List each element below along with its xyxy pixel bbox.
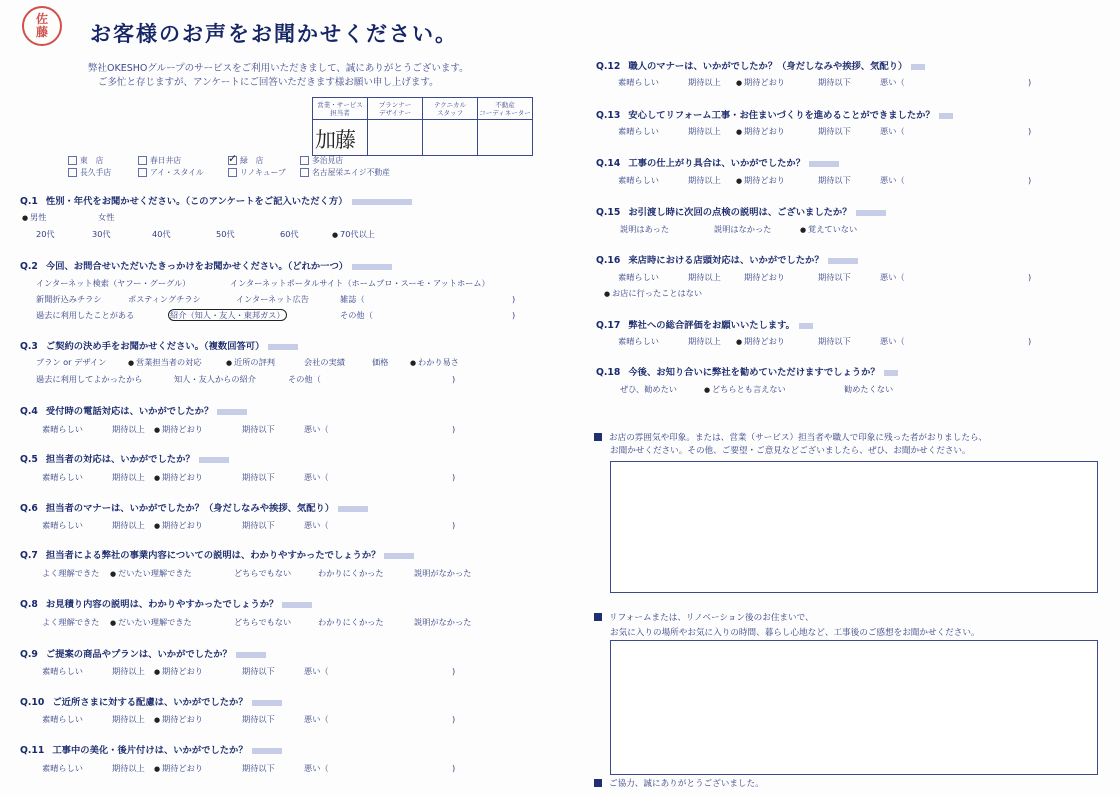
q6-option-selected[interactable] — [154, 520, 203, 531]
store-option[interactable]: リノキューブ — [228, 167, 286, 178]
paren-close: ) — [1028, 126, 1032, 136]
option-label: 悪い（ — [880, 77, 905, 87]
selected-mark: ● — [154, 474, 161, 482]
q9-option[interactable] — [104, 666, 145, 677]
q12-option-selected[interactable] — [736, 77, 785, 88]
option-label: 期待どおり — [162, 472, 203, 482]
option-label: 素晴らしい — [42, 714, 83, 724]
q3-option-selected[interactable]: ● 近所の評判 — [226, 357, 275, 367]
handwritten-name: 加藤 — [315, 128, 355, 152]
q7-option[interactable] — [406, 568, 471, 579]
question-q17: Q.17 弊社への総合評価をお願いいたします。 — [596, 317, 813, 331]
q1-age-selected[interactable]: ● 70代以上 — [332, 229, 375, 239]
option-label: 期待以上 — [112, 520, 145, 530]
page-title: お客様のお声をお聞かせください。 — [90, 22, 458, 46]
option-label: 悪い（ — [304, 424, 329, 434]
q10-option[interactable] — [104, 714, 145, 725]
paren-close: ) — [1028, 175, 1032, 185]
option-label: 期待以下 — [242, 714, 275, 724]
q9-option[interactable] — [234, 666, 275, 677]
q11-option[interactable] — [104, 763, 145, 774]
paren-close: ) — [452, 763, 456, 773]
option-label: 期待どおり — [162, 714, 203, 724]
question-q16: Q.16 来店時における店頭対応は、いかがでしたか？ — [596, 252, 858, 266]
option-label: 悪い（ — [880, 175, 905, 185]
option-label: 期待どおり — [744, 272, 785, 282]
q1-age[interactable]: 50代 — [216, 229, 235, 239]
option-label: よく理解できた — [42, 568, 100, 578]
q2-option[interactable]: ポスティングチラシ — [128, 294, 201, 304]
q1-age[interactable]: 20代 — [36, 229, 55, 239]
option-label: 期待以下 — [818, 77, 851, 87]
q16-no-visit-option[interactable]: ● お店に行ったことはない — [604, 288, 703, 298]
option-label: 説明がなかった — [414, 617, 472, 627]
checkbox[interactable] — [68, 168, 77, 177]
checkbox[interactable] — [138, 156, 147, 165]
q17-option[interactable] — [872, 336, 905, 347]
option-label: わかりにくかった — [318, 568, 384, 578]
q13-option[interactable] — [610, 126, 659, 137]
q1-age[interactable]: 40代 — [152, 229, 171, 239]
free-comment-1-box[interactable] — [610, 461, 1098, 593]
option-label: 期待以上 — [112, 714, 145, 724]
paren-close: ) — [452, 520, 456, 530]
q4-option[interactable] — [296, 424, 329, 435]
q13-option-selected[interactable] — [736, 126, 785, 137]
paren-close: ) — [452, 472, 456, 482]
question-q10: Q.10 ご近所さまに対する配慮は、いかがでしたか？ — [20, 694, 282, 708]
option-label: 説明がなかった — [414, 568, 472, 578]
free-comment-1-line-1: お店の雰囲気や印象。または、営業（サービス）担当者や職人で印象に残った者がおりましたら、 — [594, 431, 987, 443]
checkbox-checked[interactable] — [228, 156, 237, 165]
option-label: よく理解できた — [42, 617, 100, 627]
selected-mark: ● — [154, 426, 161, 434]
option-label: だいたい理解できた — [118, 617, 192, 627]
intro-line-2: ご多忙と存じますが、アンケートにご回答いただきます様お願い申し上げます。 — [98, 77, 439, 88]
q12-option[interactable] — [810, 77, 851, 88]
option-label: 素晴らしい — [618, 77, 659, 87]
q10-option[interactable] — [34, 714, 83, 725]
q7-option[interactable] — [226, 568, 291, 579]
question-q14: Q.14 工事の仕上がり具合は、いかがでしたか？ — [596, 155, 839, 169]
option-label: 期待どおり — [162, 424, 203, 434]
q18-option[interactable]: 勧めたくない — [844, 384, 894, 394]
selected-mark: ● — [110, 619, 117, 627]
store-option[interactable]: 名古屋栄エイジ不動産 — [300, 167, 390, 178]
q2-option[interactable]: 新聞折込みチラシ — [36, 294, 102, 304]
q13-option[interactable] — [810, 126, 851, 137]
q1-gender-female[interactable]: 女性 — [98, 212, 115, 222]
option-label: どちらでもない — [234, 568, 292, 578]
staff-header-realestate: 不動産 コーディネーター — [478, 98, 533, 120]
option-label: 悪い（ — [304, 763, 329, 773]
question-q9: Q.9 ご提案の商品やプランは、いかがでしたか？ — [20, 646, 266, 660]
free-comment-2-box[interactable] — [610, 640, 1098, 775]
q11-option[interactable] — [34, 763, 83, 774]
q3-option[interactable]: 過去に利用してよかったから — [36, 374, 143, 384]
store-option[interactable]: ✓ 緑 店 — [228, 155, 263, 166]
option-label: わかりにくかった — [318, 617, 384, 627]
q8-option[interactable] — [310, 617, 384, 628]
question-q11: Q.11 工事中の美化・後片付けは、いかがでしたか？ — [20, 742, 282, 756]
q8-option[interactable] — [34, 617, 99, 628]
q17-option[interactable] — [680, 336, 721, 347]
q15-option[interactable]: 説明はなかった — [714, 224, 772, 234]
q6-option[interactable] — [296, 520, 329, 531]
free-comment-2-line-1: リフォームまたは、リノベーション後のお住まいで、 — [594, 611, 814, 623]
paren-close: ) — [1028, 272, 1032, 282]
q14-option[interactable] — [610, 175, 659, 186]
q14-option[interactable] — [680, 175, 721, 186]
question-q6: Q.6 担当者のマナーは、いかがでしたか？（身だしなみや挨拶、気配り） — [20, 500, 368, 514]
q3-option[interactable]: 会社の実績 — [304, 357, 345, 367]
q9-option[interactable] — [296, 666, 329, 677]
option-label: 期待どおり — [744, 336, 785, 346]
q12-option[interactable] — [680, 77, 721, 88]
option-label: どちらでもない — [234, 617, 292, 627]
selected-mark: ● — [110, 570, 117, 578]
staff-header-technical: テクニカル スタッフ — [423, 98, 478, 120]
paren-close: ) — [1028, 77, 1032, 87]
option-label: 素晴らしい — [42, 763, 83, 773]
q3-option[interactable]: プラン or デザイン — [36, 357, 107, 367]
q4-option[interactable] — [104, 424, 145, 435]
option-label: 素晴らしい — [618, 272, 659, 282]
option-label: 悪い（ — [880, 336, 905, 346]
selected-mark: ● — [154, 765, 161, 773]
option-label: 素晴らしい — [42, 520, 83, 530]
q3-option[interactable]: 知人・友人からの紹介 — [174, 374, 256, 384]
q15-option[interactable]: 説明はあった — [620, 224, 670, 234]
option-label: 期待以下 — [242, 666, 275, 676]
free-comment-1-line-2: お聞かせください。その他、ご要望・ご意見などございましたら、ぜひ、お聞かせください。 — [610, 446, 971, 456]
option-label: 期待どおり — [162, 666, 203, 676]
question-q8: Q.8 お見積り内容の説明は、わかりやすかったでしょうか？ — [20, 596, 312, 610]
q6-option[interactable] — [234, 520, 275, 531]
option-label: 期待以上 — [688, 77, 721, 87]
option-label: 素晴らしい — [618, 175, 659, 185]
option-label: 期待以下 — [818, 272, 851, 282]
option-label: 期待以下 — [818, 175, 851, 185]
question-q4: Q.4 受付時の電話対応は、いかがでしたか？ — [20, 403, 247, 417]
q3-option[interactable]: 価格 — [372, 357, 389, 367]
q4-option[interactable] — [34, 424, 83, 435]
option-label: 期待以下 — [242, 763, 275, 773]
question-q15: Q.15 お引渡し時に次回の点検の説明は、ございましたか？ — [596, 204, 886, 218]
option-label: 期待以下 — [818, 336, 851, 346]
q2-option[interactable]: その他（ — [340, 310, 373, 320]
q12-option[interactable] — [872, 77, 905, 88]
q16-option[interactable] — [736, 272, 785, 283]
paren-close: ) — [512, 294, 516, 304]
staff-cell-technical[interactable] — [423, 120, 478, 156]
option-label: 悪い（ — [880, 126, 905, 136]
staff-cell-sales[interactable] — [313, 120, 368, 156]
q17-option[interactable] — [610, 336, 659, 347]
q3-option[interactable]: その他（ — [288, 374, 321, 384]
staff-cell-realestate[interactable] — [478, 120, 533, 156]
option-label: 期待どおり — [744, 126, 785, 136]
q10-option-selected[interactable] — [154, 714, 203, 725]
option-label: 期待以上 — [112, 666, 145, 676]
store-option[interactable]: 多治見店 — [300, 155, 343, 166]
option-label: 期待以上 — [688, 336, 721, 346]
q17-option-selected[interactable] — [736, 336, 785, 347]
checkbox[interactable] — [138, 168, 147, 177]
thanks-message: ご協力、誠にありがとうございました。 — [594, 777, 764, 789]
option-label: 素晴らしい — [42, 472, 83, 482]
q2-option-selected[interactable]: 紹介（知人・友人・東邦ガス） — [170, 310, 285, 320]
option-label: 悪い（ — [304, 472, 329, 482]
question-q7: Q.7 担当者による弊社の事業内容についての説明は、わかりやすかったでしょうか？ — [20, 547, 414, 561]
q5-option[interactable] — [34, 472, 83, 483]
option-label: 期待以上 — [688, 272, 721, 282]
q9-option[interactable] — [34, 666, 83, 677]
store-option[interactable]: 長久手店 — [68, 167, 111, 178]
free-comment-2-line-2: お気に入りの場所やお気に入りの時間、暮らし心地など、工事後のご感想をお聞かせください。 — [610, 628, 980, 638]
option-label: 期待以上 — [688, 175, 721, 185]
q7-option[interactable] — [310, 568, 384, 579]
option-label: 悪い（ — [304, 666, 329, 676]
option-label: 期待以上 — [112, 763, 145, 773]
paren-close: ) — [452, 714, 456, 724]
q16-option[interactable] — [680, 272, 721, 283]
checkbox[interactable] — [300, 168, 309, 177]
paren-close: ) — [452, 666, 456, 676]
question-q3: Q.3 ご契約の決め手をお聞かせください。（複数回答可） — [20, 338, 298, 352]
paren-close: ) — [452, 424, 456, 434]
q4-option[interactable] — [234, 424, 275, 435]
store-option[interactable]: アイ・スタイル — [138, 167, 204, 178]
selected-mark: ● — [154, 716, 161, 724]
option-label: 悪い（ — [304, 714, 329, 724]
staff-header-sales: 営業・サービス 担当者 — [313, 98, 368, 120]
q13-option[interactable] — [872, 126, 905, 137]
q18-option[interactable]: ぜひ、勧めたい — [620, 384, 677, 394]
option-label: 悪い（ — [880, 272, 905, 282]
option-label: 期待どおり — [744, 175, 785, 185]
q5-option[interactable] — [104, 472, 145, 483]
option-label: 期待以下 — [242, 472, 275, 482]
q8-option[interactable] — [226, 617, 291, 628]
q3-option-selected[interactable]: ● わかり易さ — [410, 357, 459, 367]
option-label: 期待以下 — [242, 424, 275, 434]
q13-option[interactable] — [680, 126, 721, 137]
selected-mark: ● — [736, 177, 743, 185]
q2-option[interactable]: インターネットポータルサイト（ホームプロ・スーモ・アットホーム） — [230, 278, 490, 288]
q5-option[interactable] — [296, 472, 329, 483]
store-option[interactable]: 東 店 — [68, 155, 103, 166]
option-label: 素晴らしい — [42, 666, 83, 676]
option-label: 期待どおり — [744, 77, 785, 87]
store-option[interactable]: 春日井店 — [138, 155, 181, 166]
option-label: 期待どおり — [162, 520, 203, 530]
q11-option[interactable] — [234, 763, 275, 774]
q15-option-selected[interactable]: ● 覚えていない — [800, 224, 858, 234]
staff-header-planner: プランナー デザイナー — [368, 98, 423, 120]
q16-option[interactable] — [810, 272, 851, 283]
q14-option[interactable] — [810, 175, 851, 186]
option-label: だいたい理解できた — [118, 568, 192, 578]
q2-option[interactable]: インターネット検索（ヤフー・グーグル） — [36, 278, 191, 288]
question-q1: Q.1 性別・年代をお聞かせください。（このアンケートをご記入いただく方） — [20, 193, 412, 207]
staff-cell-planner[interactable] — [368, 120, 423, 156]
paren-close: ) — [452, 374, 456, 384]
paren-close: ) — [1028, 336, 1032, 346]
q14-option[interactable] — [872, 175, 905, 186]
intro-line-1: 弊社OKESHOグループのサービスをご利用いただきまして、誠にありがとうございます。 — [88, 63, 469, 74]
q1-age[interactable]: 30代 — [92, 229, 111, 239]
q9-option-selected[interactable] — [154, 666, 203, 677]
q2-option[interactable]: 雑誌（ — [340, 294, 365, 304]
q10-option[interactable] — [296, 714, 329, 725]
option-label: 悪い（ — [304, 520, 329, 530]
q4-option-selected[interactable] — [154, 424, 203, 435]
selected-mark: ● — [736, 338, 743, 346]
option-label: 期待以上 — [112, 424, 145, 434]
q12-option[interactable] — [610, 77, 659, 88]
q11-option[interactable] — [296, 763, 329, 774]
q6-option[interactable] — [34, 520, 83, 531]
q17-option[interactable] — [810, 336, 851, 347]
q16-option[interactable] — [610, 272, 659, 283]
question-q13: Q.13 安心してリフォーム工事・お住まいづくりを進めることができましたか？ — [596, 107, 953, 121]
option-label: 期待どおり — [162, 763, 203, 773]
checkbox[interactable] — [228, 168, 237, 177]
q5-option[interactable] — [234, 472, 275, 483]
question-q12: Q.12 職人のマナーは、いかがでしたか？（身だしなみや挨拶、気配り） — [596, 58, 925, 72]
q8-option[interactable] — [406, 617, 471, 628]
name-seal-stamp: 佐 藤 — [22, 6, 62, 46]
question-q18: Q.18 今後、お知り合いに弊社を勧めていただけますでしょうか？ — [596, 364, 898, 378]
q1-gender-male[interactable]: ● 男性 — [22, 212, 47, 222]
q6-option[interactable] — [104, 520, 145, 531]
selected-mark: ● — [736, 128, 743, 136]
checkbox[interactable] — [300, 156, 309, 165]
selected-mark: ● — [154, 668, 161, 676]
paren-close: ) — [512, 310, 516, 320]
option-label: 期待以上 — [688, 126, 721, 136]
q5-option-selected[interactable] — [154, 472, 203, 483]
q8-option-selected[interactable] — [110, 617, 192, 628]
option-label: 期待以下 — [818, 126, 851, 136]
q14-option-selected[interactable] — [736, 175, 785, 186]
q16-option[interactable] — [872, 272, 905, 283]
question-q5: Q.5 担当者の対応は、いかがでしたか？ — [20, 451, 229, 465]
option-label: 素晴らしい — [42, 424, 83, 434]
q7-option[interactable] — [34, 568, 99, 579]
option-label: 期待以下 — [242, 520, 275, 530]
q3-option-selected[interactable]: ● 営業担当者の対応 — [128, 357, 202, 367]
q11-option-selected[interactable] — [154, 763, 203, 774]
question-q2: Q.2 今回、お問合せいただいたきっかけをお聞かせください。（どれか一つ） — [20, 258, 392, 272]
selected-mark: ● — [736, 79, 743, 87]
q18-option-selected[interactable]: ● どちらとも言えない — [704, 384, 786, 394]
selected-mark: ● — [154, 522, 161, 530]
checkbox[interactable] — [68, 156, 77, 165]
q2-option[interactable]: インターネット広告 — [236, 294, 309, 304]
q7-option-selected[interactable] — [110, 568, 192, 579]
q2-option[interactable]: 過去に利用したことがある — [36, 310, 135, 320]
option-label: 素晴らしい — [618, 336, 659, 346]
q1-age[interactable]: 60代 — [280, 229, 299, 239]
q10-option[interactable] — [234, 714, 275, 725]
staff-table — [312, 97, 533, 156]
option-label: 期待以上 — [112, 472, 145, 482]
option-label: 素晴らしい — [618, 126, 659, 136]
